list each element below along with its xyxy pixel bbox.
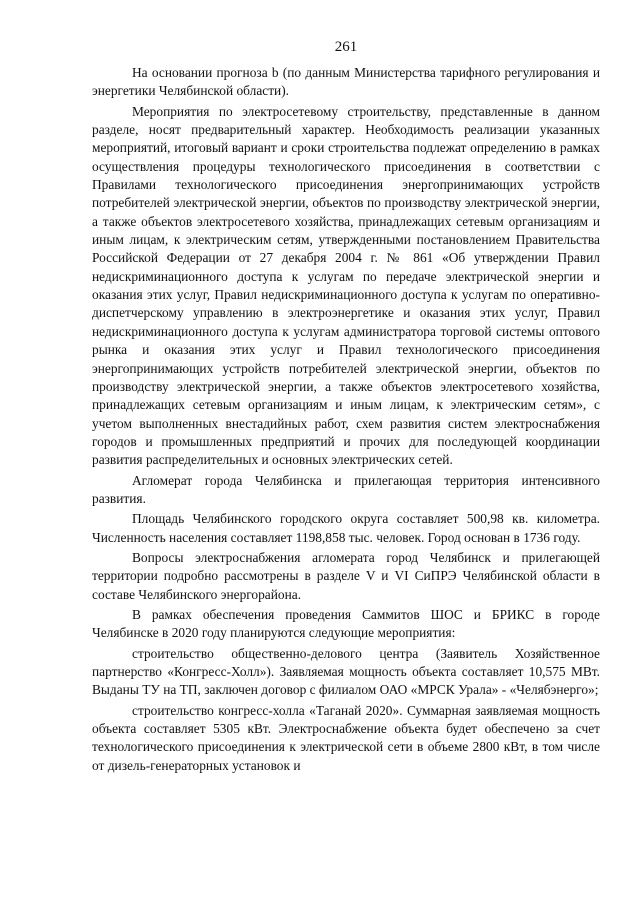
paragraph-business-center: строительство общественно-делового центра (Заявитель Хозяйственное партнерство «Конгресс-Холл»). Заявляемая мощность объекта составляет 10,575 МВт. Выданы ТУ на ТП, заключен договор с филиалом ОАО «МРСК Урала» - «Челябэнерго»; (92, 645, 600, 698)
paragraph-congress-hall: строительство конгресс-холла «Таганай 2020». Суммарная заявляемая мощность объекта составляет 5305 кВт. Электроснабжение объекта будет обеспечено за счет технологического присоединения к электрической сети в объеме 2800 кВт, в том числе от дизель-генераторных установок и (92, 702, 600, 773)
document-page (92, 38, 600, 777)
page-number: 261 (334, 39, 358, 55)
paragraph-agglomeration: Агломерат города Челябинска и прилегающая территория интенсивного развития. (92, 472, 600, 506)
paragraph-forecast-note: На основании прогноза b (по данным Министерства тарифного регулирования и энергетики Челябинской области). (92, 65, 600, 99)
paragraph-grid-construction: Мероприятия по электросетевому строительству, представленные в данном разделе, носят предварительный характер. Необходимость реализации указанных мероприятий, итоговый вариант и сроки строительства подлежат определению в рамках осуществления процедуры технологического присоединения в соответствии с Правилами технологического присоединения энергопринимающих устройств потребителей электрической энергии, объектов по производству электрической энергии, а также объектов электросетевого хозяйства, принадлежащих сетевым организациям и иным лицам, к электрическим сетям, утвержденными постановлением Правительства Российской Федерации от 27 декабря 2004 г. № 861 «Об утверждении Правил недискриминационного доступа к услугам по передаче электрической энергии и оказания этих услуг, Правил недискриминационного доступа к услугам по оперативно-диспетчерскому управлению в электроэнергетике и оказания этих услуг, Правил недискриминационного доступа к услугам администратора торговой системы оптового рынка и оказания этих услуг и Правил технологического присоединения энергопринимающих устройств потребителей электрической энергии, объектов по производству электрической энергии, а также объектов электросетевого хозяйства, принадлежащих сетевым организациям и иным лицам, к электрическим сетям», с учетом выполненных внестадийных работ, схем развития систем электроснабжения городов и промышленных предприятий и прочих для последующей координации развития распределительных и основных электрических сетей. (92, 103, 600, 468)
paragraph-power-supply: Вопросы электроснабжения агломерата город Челябинск и прилегающей территории подробно рассмотрены в разделе V и VI СиПРЭ Челябинской области в составе Челябинского энергорайона. (92, 549, 600, 602)
paragraph-summits: В рамках обеспечения проведения Саммитов ШОС и БРИКС в городе Челябинске в 2020 году планируются следующие мероприятия: (92, 606, 600, 641)
paragraph-city-area: Площадь Челябинского городского округа составляет 500,98 кв. километра. Численность населения составляет 1198,858 тыс. человек. Город основан в 1736 году. (92, 511, 600, 545)
